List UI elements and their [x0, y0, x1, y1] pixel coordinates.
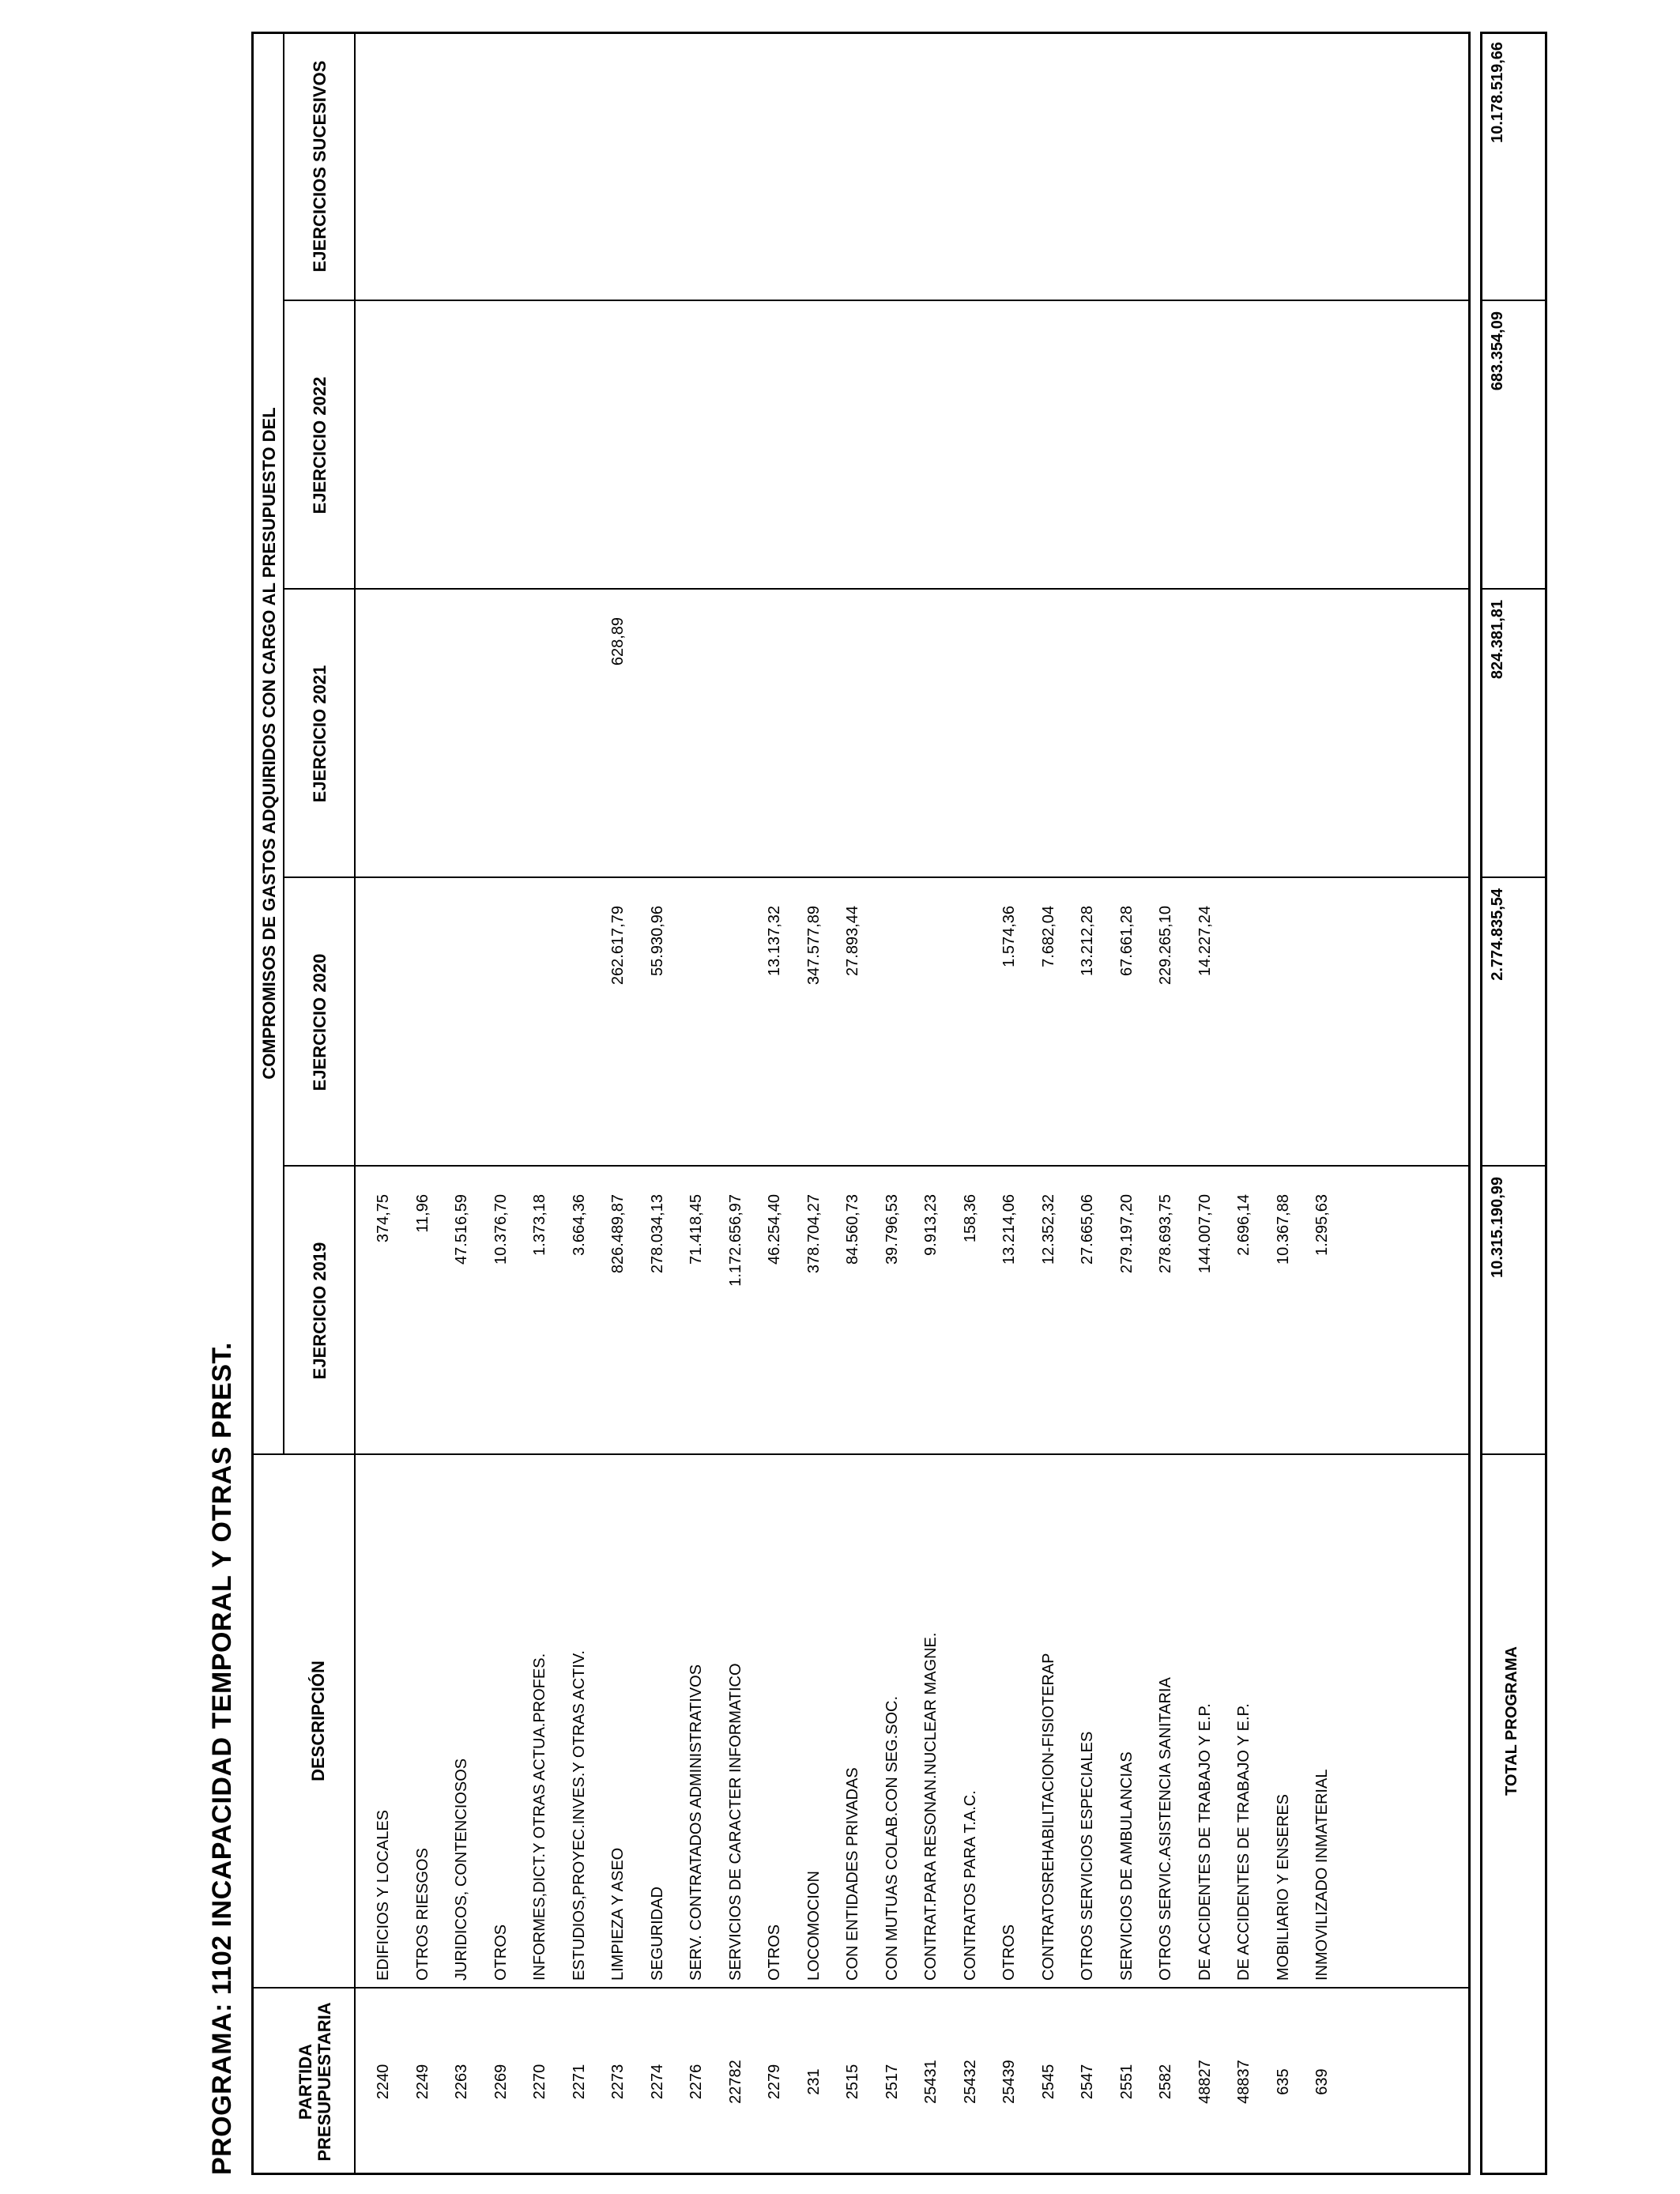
- row-descripcion: OTROS: [1000, 1924, 1018, 1981]
- row-ej2019: 71.418,45: [687, 1194, 705, 1265]
- row-ej2019: 27.665,06: [1079, 1194, 1096, 1265]
- total-border-top: [1480, 32, 1482, 2175]
- total-label: TOTAL PROGRAMA: [1503, 1646, 1520, 1796]
- row-partida: 2263: [453, 2064, 470, 2100]
- row-ej2019: 13.214,06: [1000, 1194, 1018, 1265]
- header-sucesivos: EJERCICIOS SUCESIVOS: [310, 60, 330, 273]
- header-partida-line1: PARTIDA: [296, 2043, 315, 2120]
- program-title: PROGRAMA: 1102 INCAPACIDAD TEMPORAL Y OTRAS PREST.: [207, 1342, 237, 2175]
- row-descripcion: CONTRATOS PARA T.A.C.: [961, 1790, 979, 1981]
- total-border-right: [1480, 32, 1547, 34]
- row-descripcion: ESTUDIOS,PROYEC.INVES.Y OTRAS ACTIV.: [570, 1650, 588, 1981]
- row-partida: 2276: [687, 2064, 705, 2100]
- group-header-rule: [283, 32, 284, 1455]
- row-ej2019: 1.172.656,97: [726, 1194, 744, 1287]
- row-descripcion: OTROS: [492, 1924, 510, 1981]
- row-descripcion: CONTRAT.PARA RESONAN.NUCLEAR MAGNE.: [922, 1632, 940, 1981]
- row-descripcion: OTROS RIESGOS: [413, 1848, 431, 1981]
- row-ej2019: 1.373,18: [531, 1194, 548, 1256]
- row-partida: 2240: [375, 2064, 392, 2100]
- row-descripcion: SERV. CONTRATADOS ADMINISTRATIVOS: [687, 1664, 705, 1981]
- row-partida: 2582: [1157, 2064, 1174, 2100]
- row-ej2020: 14.227,24: [1196, 906, 1214, 976]
- row-ej2020: 67.661,28: [1117, 906, 1136, 976]
- row-descripcion: SEGURIDAD: [648, 1887, 666, 1981]
- total-ej2021: 824.381,81: [1489, 600, 1506, 680]
- row-ej2020: 55.930,96: [648, 906, 666, 976]
- header-rule: [354, 32, 356, 2175]
- row-ej2019: 47.516,59: [453, 1194, 470, 1265]
- row-partida: 2274: [648, 2064, 666, 2100]
- total-ej2022: 683.354,09: [1489, 311, 1506, 391]
- row-descripcion: CON MUTUAS COLAB.CON SEG.SOC.: [883, 1695, 901, 1981]
- row-partida: 2269: [492, 2064, 510, 2100]
- row-ej2019: 279.197,20: [1117, 1194, 1136, 1274]
- row-partida: 2547: [1079, 2064, 1096, 2100]
- row-partida: 25439: [1000, 2060, 1018, 2104]
- total-border-bottom: [1545, 32, 1547, 2175]
- row-ej2020: 27.893,44: [844, 906, 861, 976]
- row-partida: 2249: [413, 2064, 431, 2100]
- row-ej2019: 11,96: [413, 1194, 431, 1233]
- row-ej2019: 10.367,88: [1274, 1194, 1292, 1265]
- col-sep-2022: [283, 300, 1471, 301]
- header-partida-line2: PRESUPUESTARIA: [315, 2002, 334, 2162]
- row-ej2019: 826.489,87: [609, 1194, 627, 1274]
- row-ej2020: 229.265,10: [1157, 906, 1174, 986]
- row-partida: 2551: [1117, 2064, 1136, 2100]
- row-partida: 2270: [531, 2064, 548, 2100]
- row-partida: 635: [1274, 2068, 1292, 2095]
- row-descripcion: JURIDICOS, CONTENCIOSOS: [453, 1758, 470, 1981]
- row-ej2019: 378.704,27: [804, 1194, 823, 1274]
- row-ej2019: 144.007,70: [1196, 1194, 1214, 1274]
- row-descripcion: INFORMES,DICT.Y OTRAS ACTUA.PROFES.: [531, 1653, 548, 1981]
- row-descripcion: DE ACCIDENTES DE TRABAJO Y E.P.: [1196, 1703, 1214, 1981]
- row-partida: 2273: [609, 2064, 627, 2100]
- row-ej2019: 46.254,40: [766, 1194, 783, 1265]
- row-ej2019: 84.560,73: [844, 1194, 861, 1265]
- row-ej2020: 13.212,28: [1079, 906, 1096, 976]
- row-descripcion: OTROS: [766, 1924, 783, 1981]
- row-ej2019: 278.693,75: [1157, 1194, 1174, 1274]
- row-ej2019: 39.796,53: [883, 1194, 901, 1265]
- header-ej2021: EJERCICIO 2021: [310, 665, 330, 803]
- total-ej2020: 2.774.835,54: [1489, 888, 1506, 981]
- row-ej2019: 12.352,32: [1039, 1194, 1057, 1265]
- total-border-left: [1480, 2173, 1547, 2175]
- row-partida: 639: [1313, 2068, 1331, 2095]
- row-ej2019: 10.376,70: [492, 1194, 510, 1265]
- table-border-bottom: [1468, 32, 1471, 2175]
- row-descripcion: INMOVILIZADO INMATERIAL: [1313, 1769, 1331, 1981]
- row-partida: 25432: [961, 2060, 979, 2104]
- col-sep-2019: [283, 1165, 1471, 1167]
- row-partida: 25431: [922, 2060, 940, 2104]
- row-ej2019: 2.696,14: [1235, 1194, 1252, 1256]
- total-ej2019: 10.315.190,99: [1489, 1177, 1506, 1278]
- row-ej2019: 374,75: [375, 1194, 392, 1243]
- row-descripcion: MOBILIARIO Y ENSERES: [1274, 1793, 1292, 1981]
- row-descripcion: SERVICIOS DE AMBULANCIAS: [1117, 1751, 1136, 1981]
- row-descripcion: EDIFICIOS Y LOCALES: [375, 1809, 392, 1981]
- row-partida: 2517: [883, 2064, 901, 2100]
- header-ej2019: EJERCICIO 2019: [310, 1242, 330, 1380]
- row-ej2020: 7.682,04: [1039, 906, 1057, 967]
- row-ej2020: 1.574,36: [1000, 906, 1018, 967]
- row-partida: 2271: [570, 2064, 588, 2100]
- row-ej2020: 262.617,79: [609, 906, 627, 986]
- table-border-top: [251, 32, 254, 2175]
- header-ej2022: EJERCICIO 2022: [310, 376, 330, 515]
- row-ej2019: 9.913,23: [922, 1194, 940, 1256]
- row-ej2021: 628,89: [609, 617, 627, 666]
- row-partida: 2545: [1039, 2064, 1057, 2100]
- row-ej2019: 158,36: [961, 1194, 979, 1243]
- row-ej2019: 3.664,36: [570, 1194, 588, 1256]
- row-ej2020: 13.137,32: [766, 906, 783, 976]
- row-ej2020: 347.577,89: [804, 906, 823, 986]
- row-descripcion: SERVICIOS DE CARACTER INFORMATICO: [726, 1663, 744, 1981]
- row-descripcion: LIMPIEZA Y ASEO: [609, 1847, 627, 1981]
- row-descripcion: DE ACCIDENTES DE TRABAJO Y E.P.: [1235, 1703, 1252, 1981]
- total-sucesivos: 10.178.519,66: [1489, 42, 1506, 143]
- table-border-right: [251, 32, 1471, 34]
- header-group: COMPROMISOS DE GASTOS ADQUIRIDOS CON CARGO AL PRESUPUESTO DEL: [259, 407, 279, 1080]
- row-descripcion: OTROS SERVICIOS ESPECIALES: [1079, 1731, 1096, 1981]
- col-sep-2021: [283, 588, 1471, 590]
- row-partida: 48827: [1196, 2060, 1214, 2104]
- row-descripcion: OTROS SERVIC.ASISTENCIA SANITARIA: [1157, 1677, 1174, 1981]
- row-partida: 2515: [844, 2064, 861, 2100]
- header-ej2020: EJERCICIO 2020: [310, 953, 330, 1091]
- col-sep-2020: [283, 876, 1471, 878]
- row-partida: 231: [804, 2068, 823, 2095]
- row-descripcion: CON ENTIDADES PRIVADAS: [844, 1767, 861, 1981]
- row-descripcion: CONTRATOSREHABILITACION-FISIOTERAP: [1039, 1653, 1057, 1981]
- header-descripcion: DESCRIPCIÓN: [308, 1661, 328, 1781]
- row-partida: 2279: [766, 2064, 783, 2100]
- row-partida: 22782: [726, 2060, 744, 2104]
- row-partida: 48837: [1235, 2060, 1252, 2104]
- row-descripcion: LOCOMOCION: [804, 1871, 823, 1981]
- row-ej2019: 278.034,13: [648, 1194, 666, 1274]
- row-ej2019: 1.295,63: [1313, 1194, 1331, 1256]
